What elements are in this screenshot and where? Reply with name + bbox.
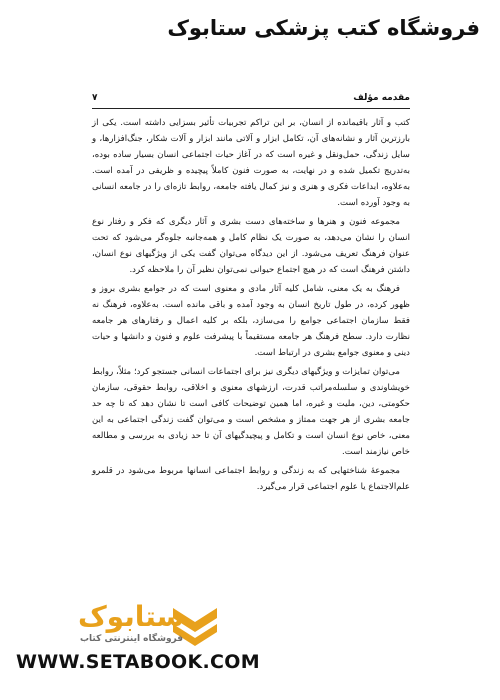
- paragraph: می‌توان تمایزات و ویژگیهای دیگری نیز برای اجتماعات انسانی جستجو کرد؛ مثلاً، روابط خویشاوندی و سلسله‌مراتب قدرت، ارزشهای معنوی و اخلاقی، روابط حقوقی، سازمان حکومتی، دین، ملیت و غیره، اما همین توضیحات کافی است تا نشان دهد که تا چه حد جامعه بشری از هر جهت ممتاز و مشخص است و می‌توان گفت زندگی اجتماعی به این معنی، خاص نوع انسان است و تکامل و پیچیدگیهای آن تا حد زیادی به بررسی و مطالعه خاص نیازمند است.: [92, 367, 410, 457]
- logo-subtitle: فروشگاه اینترنتی کتاب: [80, 634, 184, 644]
- chapter-title: مقدمه مؤلف: [353, 93, 410, 103]
- body-text: [92, 115, 410, 498]
- store-title: فروشگاه کتب پزشکی ستابوک: [167, 16, 480, 40]
- page-number: ۷: [92, 93, 98, 103]
- header-divider: [92, 108, 410, 109]
- paragraph: کتب و آثار باقیمانده از انسان، بر این تراکم تجربیات تأثیر بسزایی داشته است. یکی از بارزترین آثار و نشانه‌های آن، تکامل ابزار و آلاتی مانند ابزار و آلات شکار، جنگ‌افزارها، و سایل زندگی، حمل‌ونقل و غیره است که در آغاز حیات اجتماعی انسان بسیار ساده بوده، به‌تدریج تکمیل شده و در نهایت، به صورت فنون کاملاً پیچیده و ظریفی در آمده است. به‌علاوه، ابداعات فکری و هنری و نیز کمال یافته جامعه، روابط تازه‌ای را در جامعه انسانی به وجود آورده است.: [92, 118, 410, 208]
- site-url-link[interactable]: WWW.SETABOOK.COM: [16, 651, 260, 673]
- setabook-logo[interactable]: [40, 600, 200, 658]
- page-header: [92, 93, 410, 115]
- paragraph: فرهنگ به یک معنی، شامل کلیه آثار مادی و معنوی است که در جوامع بشری بروز و ظهور کرده، در طول تاریخ انسان به وجود آمده و باقی مانده است. به‌علاوه، فرهنگ نه فقط سازمان اجتماعی جوامع را می‌سازد، بلکه بر کلیه اعمال و رفتارهای هر جامعه نظارت دارد. سطح فرهنگ هر جامعه مستقیماً با پیشرفت علوم و فنون و دانشها و حیات دینی و معنوی جوامع بشری در ارتباط است.: [92, 284, 410, 358]
- paragraph: مجموعه فنون و هنرها و ساخته‌های دست بشری و آثار دیگری که فکر و رفتار نوع انسان را نشان می‌دهد، به صورت یک نظام کامل و همه‌جانبه جلوه‌گر می‌شود که تحت عنوان فرهنگ تعریف می‌شود. از این دیدگاه می‌توان گفت یکی از ویژگیهای نوع انسان، داشتن فرهنگ است که در هیچ اجتماع حیوانی نمی‌توان نظیر آن را ملاحظه کرد.: [92, 217, 410, 275]
- logo-wordmark: ستابوک: [78, 600, 185, 633]
- paragraph: مجموعهٔ شناختهایی که به زندگی و روابط اجتماعی انسانها مربوط می‌شود در قلمرو علم‌الاجتماع یا علوم اجتماعی قرار می‌گیرد.: [92, 466, 410, 492]
